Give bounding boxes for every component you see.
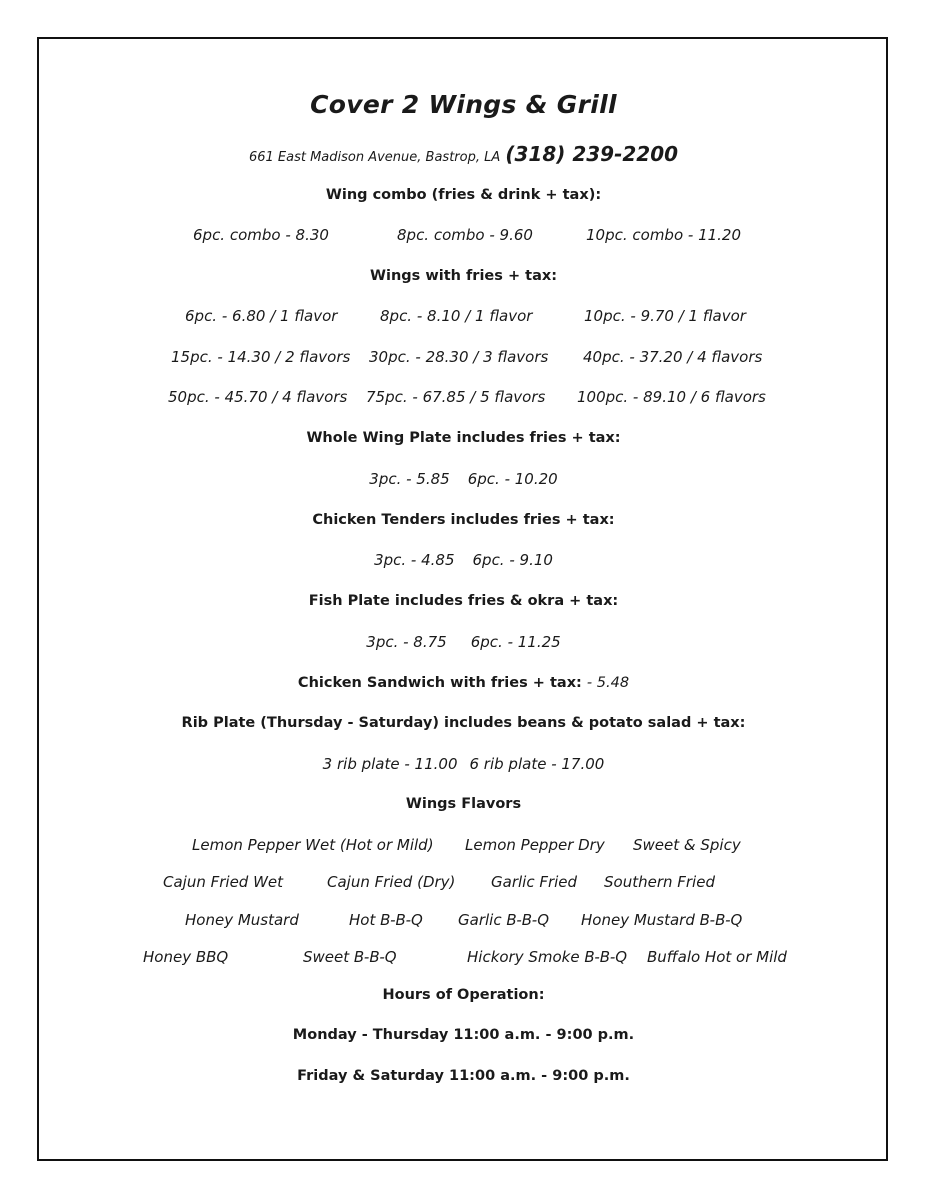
tenders-items xyxy=(0,553,927,568)
flavor-item: Honey BBQ xyxy=(143,948,229,966)
fish-item: 3pc. - 8.75 xyxy=(366,633,447,651)
fish-heading: Fish Plate includes fries & okra + tax: xyxy=(308,593,619,609)
wings-item: 10pc. - 9.70 / 1 flavor xyxy=(584,307,746,325)
wings-item: 40pc. - 37.20 / 4 flavors xyxy=(583,348,763,366)
tenders-heading: Chicken Tenders includes fries + tax: xyxy=(312,512,615,528)
combo-item: 6pc. combo - 8.30 xyxy=(193,226,329,244)
fish-items xyxy=(0,635,927,650)
whole-wing-heading: Whole Wing Plate includes fries + tax: xyxy=(306,430,621,446)
fish-item: 6pc. - 11.25 xyxy=(470,633,561,651)
flavor-item: Garlic Fried xyxy=(491,873,578,891)
phone-number: (318) 239-2200 xyxy=(505,142,679,166)
flavors-heading: Wings Flavors xyxy=(405,796,522,812)
wing-combo-heading: Wing combo (fries & drink + tax): xyxy=(325,187,602,203)
flavor-item: Cajun Fried Wet xyxy=(163,873,284,891)
combo-item: 10pc. combo - 11.20 xyxy=(586,226,742,244)
whole-wing-item: 3pc. - 5.85 xyxy=(369,470,450,488)
contact-line xyxy=(0,144,927,164)
rib-item: 3 rib plate - 11.00 xyxy=(322,755,458,773)
rib-heading: Rib Plate (Thursday - Saturday) includes beans & potato salad + tax: xyxy=(181,715,746,731)
combo-item: 8pc. combo - 9.60 xyxy=(397,226,533,244)
flavor-item: Sweet & Spicy xyxy=(633,836,741,854)
flavor-item: Hickory Smoke B-B-Q xyxy=(467,948,628,966)
flavor-item: Lemon Pepper Wet (Hot or Mild) xyxy=(192,836,434,854)
hours-line: Monday - Thursday 11:00 a.m. - 9:00 p.m. xyxy=(292,1027,635,1043)
address: 661 East Madison Avenue, Bastrop, LA xyxy=(248,150,501,165)
whole-wing-item: 6pc. - 10.20 xyxy=(467,470,558,488)
sandwich-line xyxy=(0,676,927,691)
sandwich-heading: Chicken Sandwich with fries + tax: xyxy=(297,675,582,691)
tenders-item: 6pc. - 9.10 xyxy=(472,551,553,569)
sandwich-price: - 5.48 xyxy=(586,675,630,691)
whole-wing-items xyxy=(0,472,927,487)
wings-item: 100pc. - 89.10 / 6 flavors xyxy=(577,388,766,406)
wings-item: 6pc. - 6.80 / 1 flavor xyxy=(185,307,338,325)
wings-item: 50pc. - 45.70 / 4 flavors xyxy=(168,388,348,406)
flavor-item: Hot B-B-Q xyxy=(349,911,423,929)
wings-fries-heading: Wings with fries + tax: xyxy=(369,268,558,284)
flavor-item: Southern Fried xyxy=(604,873,715,891)
wings-item: 30pc. - 28.30 / 3 flavors xyxy=(369,348,549,366)
rib-item: 6 rib plate - 17.00 xyxy=(469,755,605,773)
flavor-item: Sweet B-B-Q xyxy=(303,948,397,966)
rib-items xyxy=(0,757,927,772)
flavor-item: Garlic B-B-Q xyxy=(458,911,550,929)
wings-item: 75pc. - 67.85 / 5 flavors xyxy=(366,388,546,406)
flavor-item: Lemon Pepper Dry xyxy=(465,836,605,854)
tenders-item: 3pc. - 4.85 xyxy=(374,551,455,569)
flavor-item: Honey Mustard B-B-Q xyxy=(581,911,743,929)
flavor-item: Cajun Fried (Dry) xyxy=(327,873,456,891)
hours-heading: Hours of Operation: xyxy=(382,987,545,1003)
flavor-item: Buffalo Hot or Mild xyxy=(647,948,787,966)
flavor-item: Honey Mustard xyxy=(185,911,299,929)
hours-line: Friday & Saturday 11:00 a.m. - 9:00 p.m. xyxy=(297,1068,630,1084)
wings-item: 15pc. - 14.30 / 2 flavors xyxy=(171,348,351,366)
restaurant-title: Cover 2 Wings & Grill xyxy=(310,90,617,119)
wings-item: 8pc. - 8.10 / 1 flavor xyxy=(380,307,533,325)
